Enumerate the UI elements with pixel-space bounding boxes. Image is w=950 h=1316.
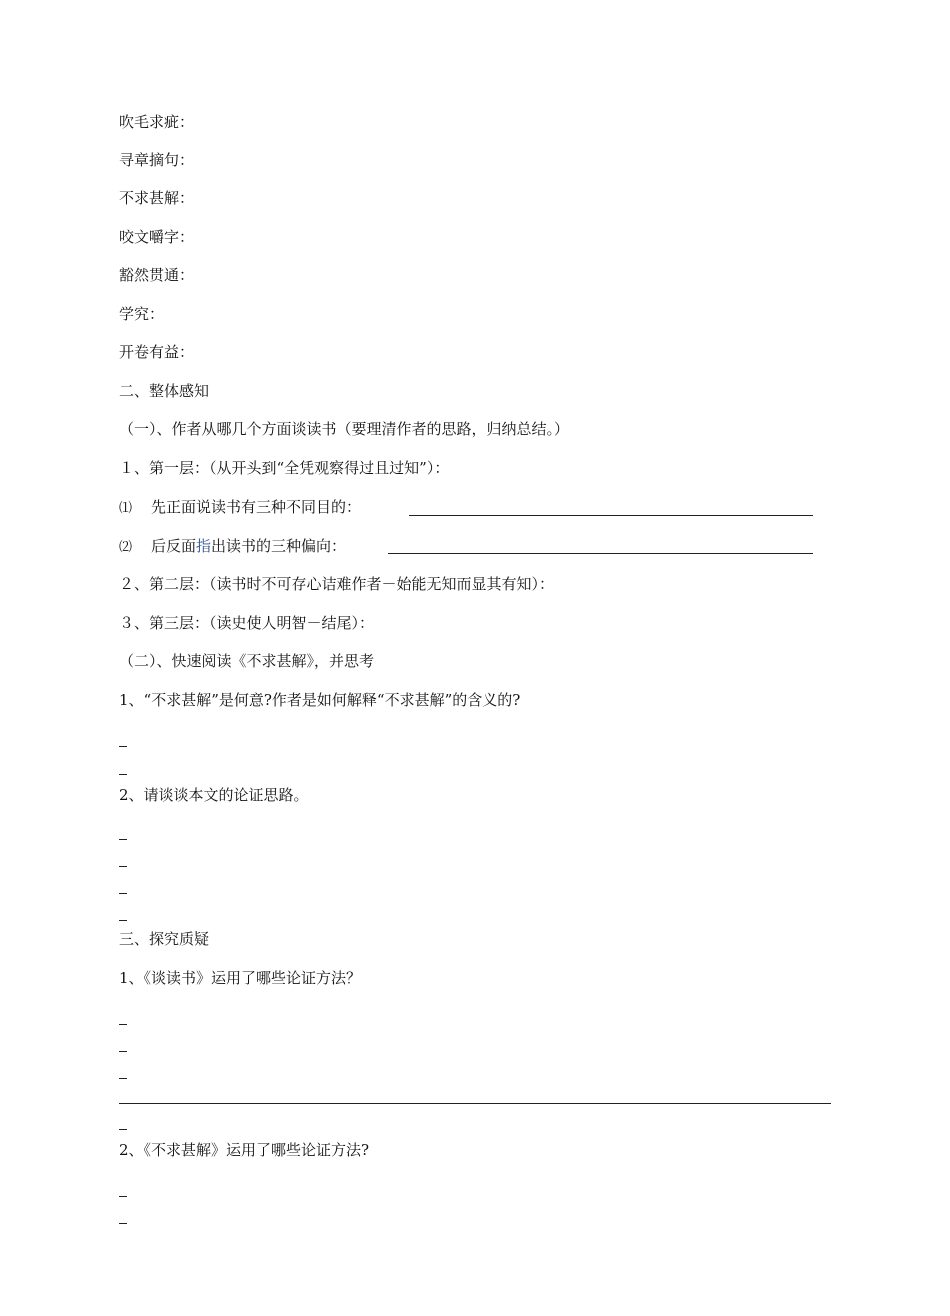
item-text-pre: 后反面 bbox=[151, 537, 197, 555]
sub-item bbox=[119, 497, 361, 519]
answer-line[interactable] bbox=[119, 1129, 127, 1130]
layer-item: １、第一层：（从开头到“全凭观察得过且过知”）： bbox=[119, 459, 450, 477]
answer-line[interactable] bbox=[119, 839, 127, 840]
vocab-item: 寻章摘句： bbox=[119, 151, 195, 169]
vocab-item: 不求甚解： bbox=[119, 189, 195, 207]
item-number: ⑴ bbox=[119, 501, 133, 516]
answer-line-full[interactable] bbox=[119, 1103, 831, 1104]
vocab-item: 吹毛求疵： bbox=[119, 113, 195, 131]
item-text-post: 出读书的三种偏向： bbox=[211, 537, 347, 555]
answer-line[interactable] bbox=[119, 774, 127, 775]
question: 1、《谈读书》运用了哪些论证方法？ bbox=[119, 969, 362, 987]
layer-item: ３、第三层：（读史使人明智－结尾）： bbox=[119, 614, 375, 632]
answer-blank[interactable] bbox=[409, 515, 813, 516]
answer-line[interactable] bbox=[119, 746, 127, 747]
answer-blank[interactable] bbox=[388, 553, 813, 554]
answer-line[interactable] bbox=[119, 1051, 127, 1052]
vocab-item: 开卷有益： bbox=[119, 343, 195, 361]
section-heading: 三、探究质疑 bbox=[119, 930, 210, 948]
item-text-highlight: 指 bbox=[196, 537, 212, 555]
answer-line[interactable] bbox=[119, 1223, 127, 1224]
vocab-item: 豁然贯通： bbox=[119, 266, 195, 284]
vocab-item: 咬文嚼字： bbox=[119, 228, 195, 246]
answer-line[interactable] bbox=[119, 866, 127, 867]
question: 1、“不求甚解”是何意?作者是如何解释“不求甚解”的含义的? bbox=[119, 691, 521, 709]
sub-item bbox=[119, 536, 346, 558]
item-text: 先正面说读书有三种不同目的： bbox=[151, 498, 362, 516]
vocab-item: 学究： bbox=[119, 305, 165, 323]
question: 2、《不求甚解》运用了哪些论证方法? bbox=[119, 1141, 370, 1159]
layer-item: ２、第二层：（读书时不可存心诘难作者－始能无知而显其有知）： bbox=[119, 575, 555, 593]
answer-line[interactable] bbox=[119, 1196, 127, 1197]
part-heading: （二）、快速阅读《不求甚解》，并思考 bbox=[119, 652, 375, 670]
answer-line[interactable] bbox=[119, 893, 127, 894]
question: 2、请谈谈本文的论证思路。 bbox=[119, 786, 309, 804]
item-number: ⑵ bbox=[119, 540, 133, 555]
answer-line[interactable] bbox=[119, 1024, 127, 1025]
answer-line[interactable] bbox=[119, 920, 127, 921]
answer-line[interactable] bbox=[119, 1078, 127, 1079]
part-heading: （一）、作者从哪几个方面谈读书（要理清作者的思路，归纳总结。） bbox=[119, 420, 570, 438]
section-heading: 二、整体感知 bbox=[119, 382, 210, 400]
